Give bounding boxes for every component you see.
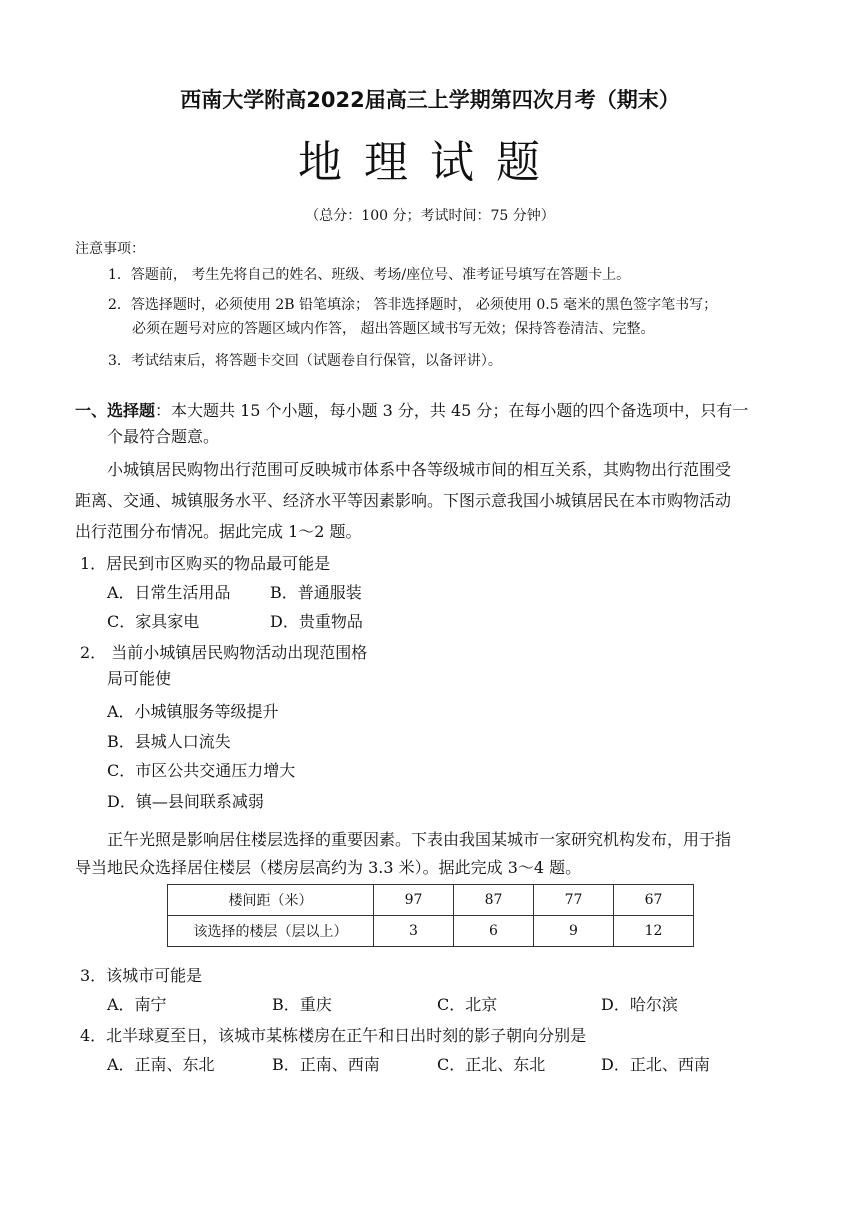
school-title: 西南大学附高2022届高三上学期第四次月考（期末） (180, 88, 680, 112)
table-cell: 9 (534, 916, 614, 947)
note-item: 2．答选择题时，必须使用 2B 铅笔填涂； 答非选择题时， 必须使用 0.5 毫米的黑色签字笔书写； (108, 297, 718, 313)
q4-option-b: B．正南、西南 (272, 1055, 380, 1074)
q3-option-c: C．北京 (437, 995, 498, 1014)
q3-option-d: D．哈尔滨 (601, 995, 678, 1014)
q2-option-a: A．小城镇服务等级提升 (107, 702, 279, 721)
exam-info: （总分：100 分；考试时间：75 分钟） (305, 208, 555, 224)
table-row (168, 885, 694, 916)
note-item: 1．答题前， 考生先将自己的姓名、班级、考场/座位号、准考证号填写在答题卡上。 (108, 267, 631, 283)
section-prefix: 一、选择题 (75, 401, 156, 420)
floor-spacing-table (167, 884, 694, 947)
q1-option-d: D．贵重物品 (270, 612, 363, 631)
table-cell: 87 (454, 885, 534, 916)
passage1-line: 距离、交通、城镇服务水平、经济水平等因素影响。下图示意我国小城镇居民在本市购物活动 (75, 491, 732, 510)
question-1-stem: 1．居民到市区购买的物品最可能是 (80, 554, 331, 573)
table-cell: 97 (374, 885, 454, 916)
table-cell: 3 (374, 916, 454, 947)
passage2-line: 正午光照是影响居住楼层选择的重要因素。下表由我国某城市一家研究机构发布，用于指 (107, 830, 732, 849)
q1-option-c: C．家具家电 (107, 612, 200, 631)
table-cell: 6 (454, 916, 534, 947)
note-item: 3．考试结束后，将答题卡交回（试题卷自行保管，以备评讲）。 (108, 353, 502, 369)
table-row (168, 916, 694, 947)
q4-option-d: D．正北、西南 (601, 1055, 710, 1074)
q3-option-a: A．南宁 (107, 995, 167, 1014)
table-row-label: 该选择的楼层（层以上） (168, 916, 374, 947)
table-cell: 77 (534, 885, 614, 916)
passage1-line: 出行范围分布情况。据此完成 1～2 题。 (75, 522, 362, 541)
q1-option-b: B．普通服装 (270, 583, 362, 602)
page-title: 地理试题 (298, 137, 562, 188)
passage1-line: 小城镇居民购物出行范围可反映城市体系中各等级城市间的相互关系，其购物出行范围受 (107, 460, 732, 479)
section-heading (75, 398, 748, 421)
table-row-label: 楼间距（米） (168, 885, 374, 916)
note-item: 必须在题号对应的答题区域内作答， 超出答题区域书写无效；保持答卷清洁、完整。 (132, 321, 655, 337)
section-text-line2: 个最符合题意。 (107, 427, 220, 446)
notes-heading: 注意事项： (75, 241, 145, 257)
table-cell: 12 (614, 916, 694, 947)
q2-option-b: B．县城人口流失 (107, 732, 231, 751)
question-4-stem: 4．北半球夏至日，该城市某栋楼房在正午和日出时刻的影子朝向分别是 (80, 1026, 587, 1045)
table-cell: 67 (614, 885, 694, 916)
q2-option-c: C．市区公共交通压力增大 (107, 761, 296, 780)
passage2-line: 导当地民众选择居住楼层（楼房层高约为 3.3 米）。据此完成 3～4 题。 (75, 858, 582, 877)
question-2-stem-line2: 局可能使 (107, 669, 172, 688)
q1-option-a: A．日常生活用品 (107, 583, 231, 602)
q4-option-c: C．正北、东北 (437, 1055, 546, 1074)
q3-option-b: B．重庆 (272, 995, 332, 1014)
section-text: ：本大题共 15 个小题，每小题 3 分，共 45 分；在每小题的四个备选项中，只有一 (155, 401, 749, 420)
q2-option-d: D．镇—县间联系减弱 (107, 792, 264, 811)
question-3-stem: 3．该城市可能是 (80, 966, 203, 985)
q4-option-a: A．正南、东北 (107, 1055, 215, 1074)
question-2-stem: 2． 当前小城镇居民购物活动出现范围格 (80, 643, 368, 662)
